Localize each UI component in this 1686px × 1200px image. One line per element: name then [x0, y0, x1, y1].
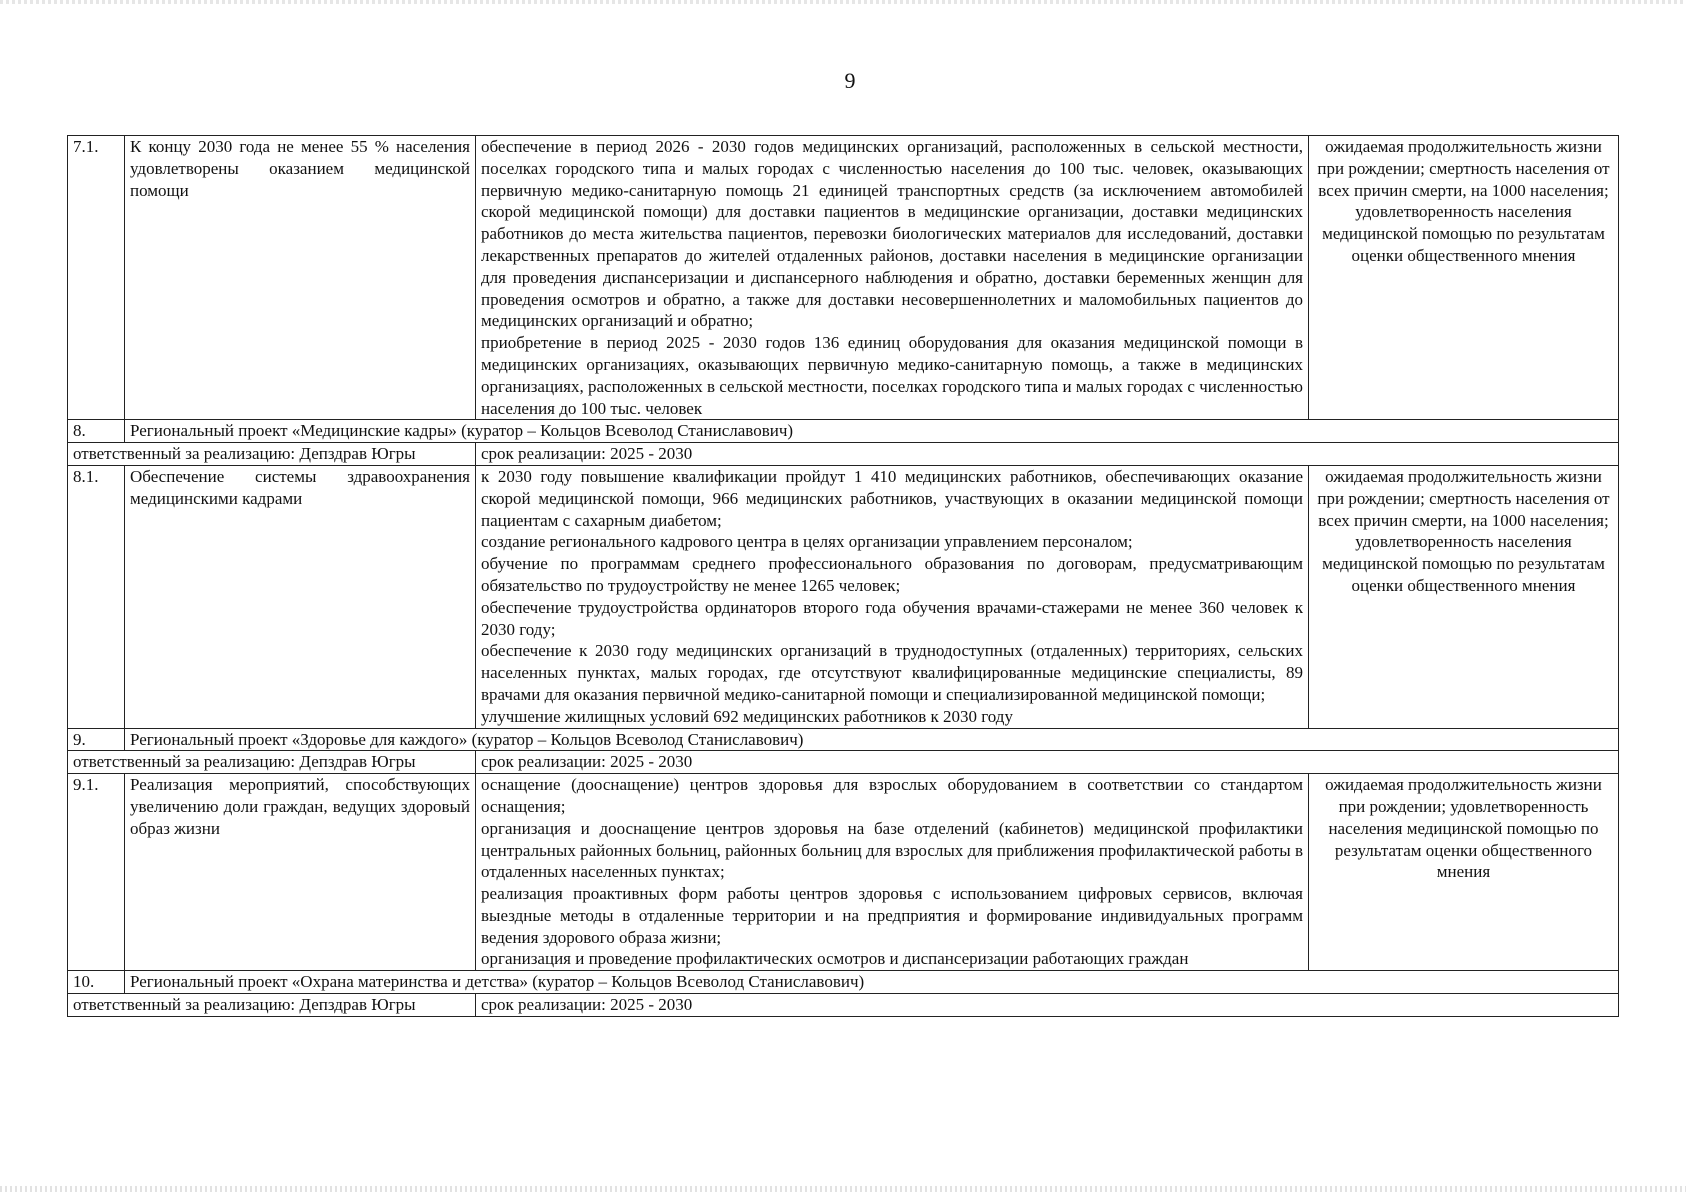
responsible-party: ответственный за реализацию: Депздрав Югры	[68, 751, 476, 774]
scan-edge-top	[0, 0, 1686, 4]
table-row-project-9	[68, 728, 1619, 751]
page-number: 9	[844, 68, 856, 93]
table-row-task-8-1	[68, 465, 1619, 728]
activities-table	[67, 135, 1619, 1017]
table-row-responsible-9	[68, 751, 1619, 774]
task-activities	[476, 465, 1309, 728]
activity-item: улучшение жилищных условий 692 медицинских работников к 2030 году	[481, 706, 1013, 726]
activity-item: к 2030 году повышение квалификации пройдут 1 410 медицинских работников, обеспечивающих оказание скорой медицинской помощи, 966 медицинских работников, участвующих в оказании медицинской помощи пациентам с сахарным диабетом;	[481, 466, 1303, 530]
activity-item: приобретение в период 2025 - 2030 годов 136 единиц оборудования для оказания медицинской помощи в медицинских организациях, оказывающих первичную медико-санитарную помощь, а также в медицинских организациях, расположенных в сельской местности, поселках городского типа и малых городах с численностью населения до 100 тыс. человек	[481, 333, 1303, 418]
table-row-task-9-1	[68, 774, 1619, 971]
responsible-party: ответственный за реализацию: Депздрав Югры	[68, 994, 476, 1017]
task-indicators: ожидаемая продолжительность жизни при рождении; удовлетворенность населения медицинской помощью по результатам оценки общественного мнения	[1309, 774, 1619, 971]
task-activities	[476, 774, 1309, 971]
task-indicators: ожидаемая продолжительность жизни при рождении; смертность населения от всех причин смерти, на 1000 населения; удовлетворенность населения медицинской помощью по результатам оценки общественного мнения	[1309, 136, 1619, 420]
activity-item: организация и проведение профилактических осмотров и диспансеризации работающих граждан	[481, 949, 1189, 969]
activity-item: обеспечение трудоустройства ординаторов второго года обучения врачами-стажерами не менее 360 человек к 2030 году;	[481, 597, 1303, 639]
activity-item: создание регионального кадрового центра в целях организации управлением персоналом;	[481, 532, 1133, 552]
scan-edge-bottom	[0, 1186, 1686, 1192]
implementation-period: срок реализации: 2025 - 2030	[476, 994, 1619, 1017]
task-description: Реализация мероприятий, способствующих увеличению доли граждан, ведущих здоровый образ жизни	[125, 774, 476, 971]
activity-item: обеспечение к 2030 году медицинских организаций в труднодоступных (отдаленных) территориях, сельских населенных пунктах, малых городах, где отсутствуют квалифицированные медицинские специалисты, 89 врачами для оказания первичной медико-санитарной помощи и специализированной медицинской помощи;	[481, 641, 1303, 704]
row-number: 10.	[68, 971, 125, 994]
table-row-task-7-1	[68, 136, 1619, 420]
table-row-responsible-10	[68, 994, 1619, 1017]
responsible-party: ответственный за реализацию: Депздрав Югры	[68, 443, 476, 466]
table-row-project-10	[68, 971, 1619, 994]
activity-item: оснащение (дооснащение) центров здоровья для взрослых оборудованием в соответствии со стандартом оснащения;	[481, 775, 1303, 816]
row-number: 7.1.	[68, 136, 125, 420]
activity-item: обучение по программам среднего профессионального образования по договорам, предусматривающим обязательство по трудоустройству не менее 1265 человек;	[481, 554, 1303, 595]
implementation-period: срок реализации: 2025 - 2030	[476, 443, 1619, 466]
project-title: Региональный проект «Здоровье для каждого» (куратор – Кольцов Всеволод Станиславович)	[125, 728, 1619, 751]
task-indicators: ожидаемая продолжительность жизни при рождении; смертность населения от всех причин смерти, на 1000 населения; удовлетворенность населения медицинской помощью по результатам оценки общественного мнения	[1309, 465, 1619, 728]
project-title: Региональный проект «Медицинские кадры» (куратор – Кольцов Всеволод Станиславович)	[125, 420, 1619, 443]
row-number: 9.1.	[68, 774, 125, 971]
project-title: Региональный проект «Охрана материнства и детства» (куратор – Кольцов Всеволод Станиславович)	[125, 971, 1619, 994]
activity-item: реализация проактивных форм работы центров здоровья с использованием цифровых сервисов, включая выездные методы в отдаленные территории и на предприятия и формирование индивидуальных программ ведения здорового образа жизни;	[481, 884, 1303, 947]
task-description: К концу 2030 года не менее 55 % населения удовлетворены оказанием медицинской помощи	[125, 136, 476, 420]
table-row-project-8	[68, 420, 1619, 443]
implementation-period: срок реализации: 2025 - 2030	[476, 751, 1619, 774]
activity-item: организация и дооснащение центров здоровья на базе отделений (кабинетов) медицинской профилактики центральных районных больниц, районных больниц для взрослых для приближения профилактической работы в отдаленных населенных пунктах;	[481, 818, 1303, 882]
table-row-responsible-8	[68, 443, 1619, 466]
activity-item: обеспечение в период 2026 - 2030 годов медицинских организаций, расположенных в сельской местности, поселках городского типа и малых городах с численностью населения до 100 тыс. человек, оказывающих первичную медико-санитарную помощь 21 единицей транспортных средств (за исключением автомобилей скорой медицинской помощи) для доставки пациентов в медицинские организации, доставки медицинских работников до места жительства пациентов, перевозки биологических материалов для исследований, доставки лекарственных препаратов до жителей отдаленных районов, доставки населения в медицинские организации для проведения диспансеризации и диспансерного наблюдения и обратно, доставки беременных женщин для проведения осмотров и обратно, а также для доставки несовершеннолетних и маломобильных пациентов до медицинских организаций и обратно;	[481, 137, 1303, 331]
task-activities	[476, 136, 1309, 420]
row-number: 8.1.	[68, 465, 125, 728]
task-description: Обеспечение системы здравоохранения медицинскими кадрами	[125, 465, 476, 728]
row-number: 8.	[68, 420, 125, 443]
row-number: 9.	[68, 728, 125, 751]
